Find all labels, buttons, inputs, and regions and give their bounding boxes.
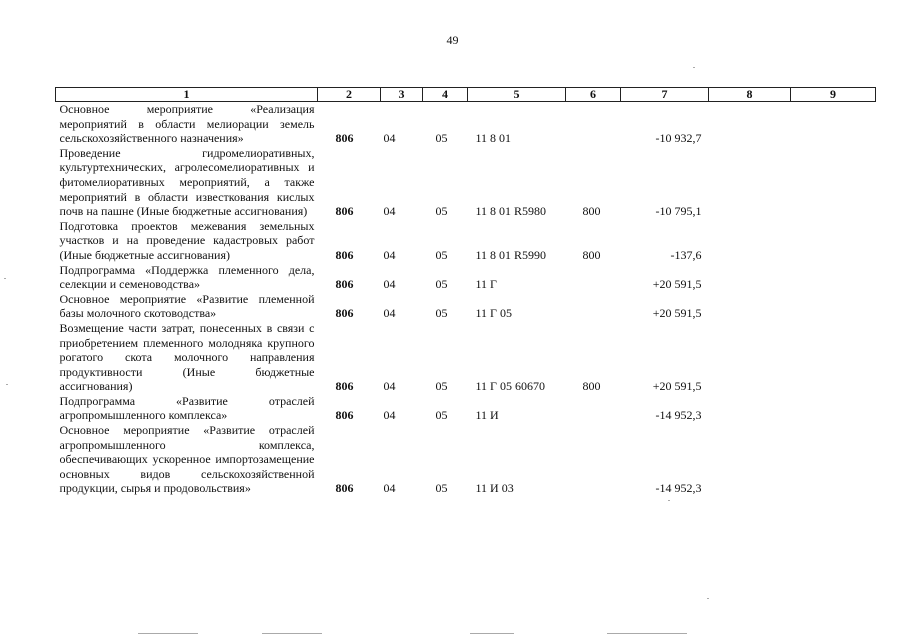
row-col-9 — [791, 263, 876, 292]
row-amount: +20 591,5 — [652, 277, 702, 292]
row-code-subsection: 05 — [435, 247, 448, 262]
table-row — [56, 292, 876, 321]
row-code-target: 11 8 01 R5980 — [475, 204, 547, 219]
row-code-grbs: 806 — [335, 379, 354, 394]
row-code-section: 04 — [383, 408, 396, 423]
row-code-target: 11 8 01 R5990 — [475, 247, 547, 262]
budget-table — [55, 87, 876, 496]
header-col-1: 1 — [56, 88, 318, 102]
row-code-grbs: 806 — [335, 204, 354, 219]
row-amount: +20 591,5 — [652, 379, 702, 394]
row-name: Подпрограмма «Поддержка племенного дела, селекции и семеноводства» — [59, 262, 315, 292]
scan-speck — [693, 67, 695, 68]
row-code-section: 04 — [383, 247, 396, 262]
row-code-section: 04 — [383, 131, 396, 146]
row-name-cell — [56, 263, 318, 292]
header-col-7: 7 — [621, 88, 709, 102]
row-col-8 — [709, 292, 791, 321]
scan-speck — [707, 598, 709, 599]
row-code-target: 11 Г — [475, 277, 497, 292]
row-code-subsection: 05 — [435, 277, 448, 292]
row-code-section: 04 — [383, 306, 396, 321]
row-code-subsection: 05 — [435, 481, 448, 496]
row-col-8 — [709, 219, 791, 263]
scan-speck — [138, 633, 198, 634]
table-row — [56, 394, 876, 423]
row-col-9 — [791, 321, 876, 394]
table-row — [56, 423, 876, 496]
scan-speck — [6, 384, 8, 385]
row-code-target: 11 И — [475, 408, 499, 423]
row-code-grbs: 806 — [335, 247, 354, 262]
row-code-expense-type — [566, 263, 621, 292]
row-col-8 — [709, 321, 791, 394]
row-code-expense-type: 800 — [582, 379, 601, 394]
row-code-expense-type: 800 — [582, 247, 601, 262]
header-col-4: 4 — [423, 88, 468, 102]
scan-speck — [470, 633, 514, 634]
row-col-8 — [709, 263, 791, 292]
row-amount: +20 591,5 — [652, 306, 702, 321]
row-code-expense-type — [566, 292, 621, 321]
row-code-section: 04 — [383, 481, 396, 496]
row-name-cell — [56, 394, 318, 423]
row-code-target: 11 8 01 — [475, 131, 512, 146]
table-body — [56, 102, 876, 497]
table-row — [56, 321, 876, 394]
row-col-9 — [791, 394, 876, 423]
row-col-9 — [791, 146, 876, 219]
row-col-8 — [709, 394, 791, 423]
row-code-subsection: 05 — [435, 131, 448, 146]
page-number: 49 — [446, 33, 459, 47]
table-row — [56, 102, 876, 146]
row-amount: -14 952,3 — [655, 408, 702, 423]
row-code-subsection: 05 — [435, 306, 448, 321]
row-col-8 — [709, 423, 791, 496]
header-row — [56, 88, 876, 102]
row-col-9 — [791, 423, 876, 496]
row-code-expense-type — [566, 394, 621, 423]
header-col-6: 6 — [566, 88, 621, 102]
row-code-grbs: 806 — [335, 131, 354, 146]
row-name: Основное мероприятие «Реализация мероприятий в области мелиорации земель сельскохозяйственного назначения» — [59, 102, 315, 146]
row-name: Проведение гидромелиоративных, культуртехнических, агролесомелиоративных и фитомелиоративных мероприятий, а также мероприятий в области известкования кислых почв на пашне (Иные бюджетные ассигнования) — [59, 145, 315, 219]
row-code-grbs: 806 — [335, 306, 354, 321]
row-code-expense-type: 800 — [582, 204, 601, 219]
row-name: Основное мероприятие «Развитие отраслей агропромышленного комплекса, обеспечивающих ускоренное импортозамещение основных видов сельскохозяйственной продукции, сырья и продовольствия» — [59, 423, 315, 496]
row-code-section: 04 — [383, 204, 396, 219]
row-code-target: 11 Г 05 60670 — [475, 379, 545, 394]
table-row — [56, 219, 876, 263]
header-col-2: 2 — [318, 88, 381, 102]
row-amount: -14 952,3 — [655, 481, 702, 496]
row-name-cell — [56, 423, 318, 496]
row-name-cell — [56, 146, 318, 219]
row-col-8 — [709, 102, 791, 146]
row-name-cell — [56, 102, 318, 146]
row-col-9 — [791, 102, 876, 146]
scan-speck — [4, 278, 6, 279]
table-row — [56, 263, 876, 292]
row-name: Подпрограмма «Развитие отраслей агропромышленного комплекса» — [59, 393, 315, 423]
scan-speck — [668, 500, 670, 501]
row-col-9 — [791, 292, 876, 321]
row-code-section: 04 — [383, 379, 396, 394]
row-amount: -137,6 — [670, 247, 702, 262]
row-code-target: 11 Г 05 — [475, 306, 512, 321]
row-code-subsection: 05 — [435, 204, 448, 219]
row-code-grbs: 806 — [335, 481, 354, 496]
row-name: Основное мероприятие «Развитие племенной базы молочного скотоводства» — [59, 291, 315, 321]
row-code-subsection: 05 — [435, 379, 448, 394]
row-name-cell — [56, 292, 318, 321]
row-code-expense-type — [566, 102, 621, 146]
table-row — [56, 146, 876, 219]
row-code-grbs: 806 — [335, 408, 354, 423]
row-code-target: 11 И 03 — [475, 481, 514, 496]
scan-speck — [607, 633, 687, 634]
row-name: Подготовка проектов межевания земельных участков и на проведение кадастровых работ (Иные бюджетные ассигнования) — [59, 218, 315, 262]
row-name-cell — [56, 219, 318, 263]
row-name-cell — [56, 321, 318, 394]
row-amount: -10 932,7 — [655, 131, 702, 146]
header-col-3: 3 — [381, 88, 423, 102]
header-col-8: 8 — [709, 88, 791, 102]
row-code-section: 04 — [383, 277, 396, 292]
header-col-5: 5 — [468, 88, 566, 102]
table-header — [56, 88, 876, 102]
row-col-8 — [709, 146, 791, 219]
header-col-9: 9 — [791, 88, 876, 102]
scan-speck — [262, 633, 322, 634]
row-name: Возмещение части затрат, понесенных в связи с приобретением племенного молодняка крупного рогатого скота молочного направления продуктивности (Иные бюджетные ассигнования) — [59, 320, 315, 394]
row-code-subsection: 05 — [435, 408, 448, 423]
row-amount: -10 795,1 — [655, 204, 702, 219]
row-col-9 — [791, 219, 876, 263]
row-code-grbs: 806 — [335, 277, 354, 292]
row-code-expense-type — [566, 423, 621, 496]
